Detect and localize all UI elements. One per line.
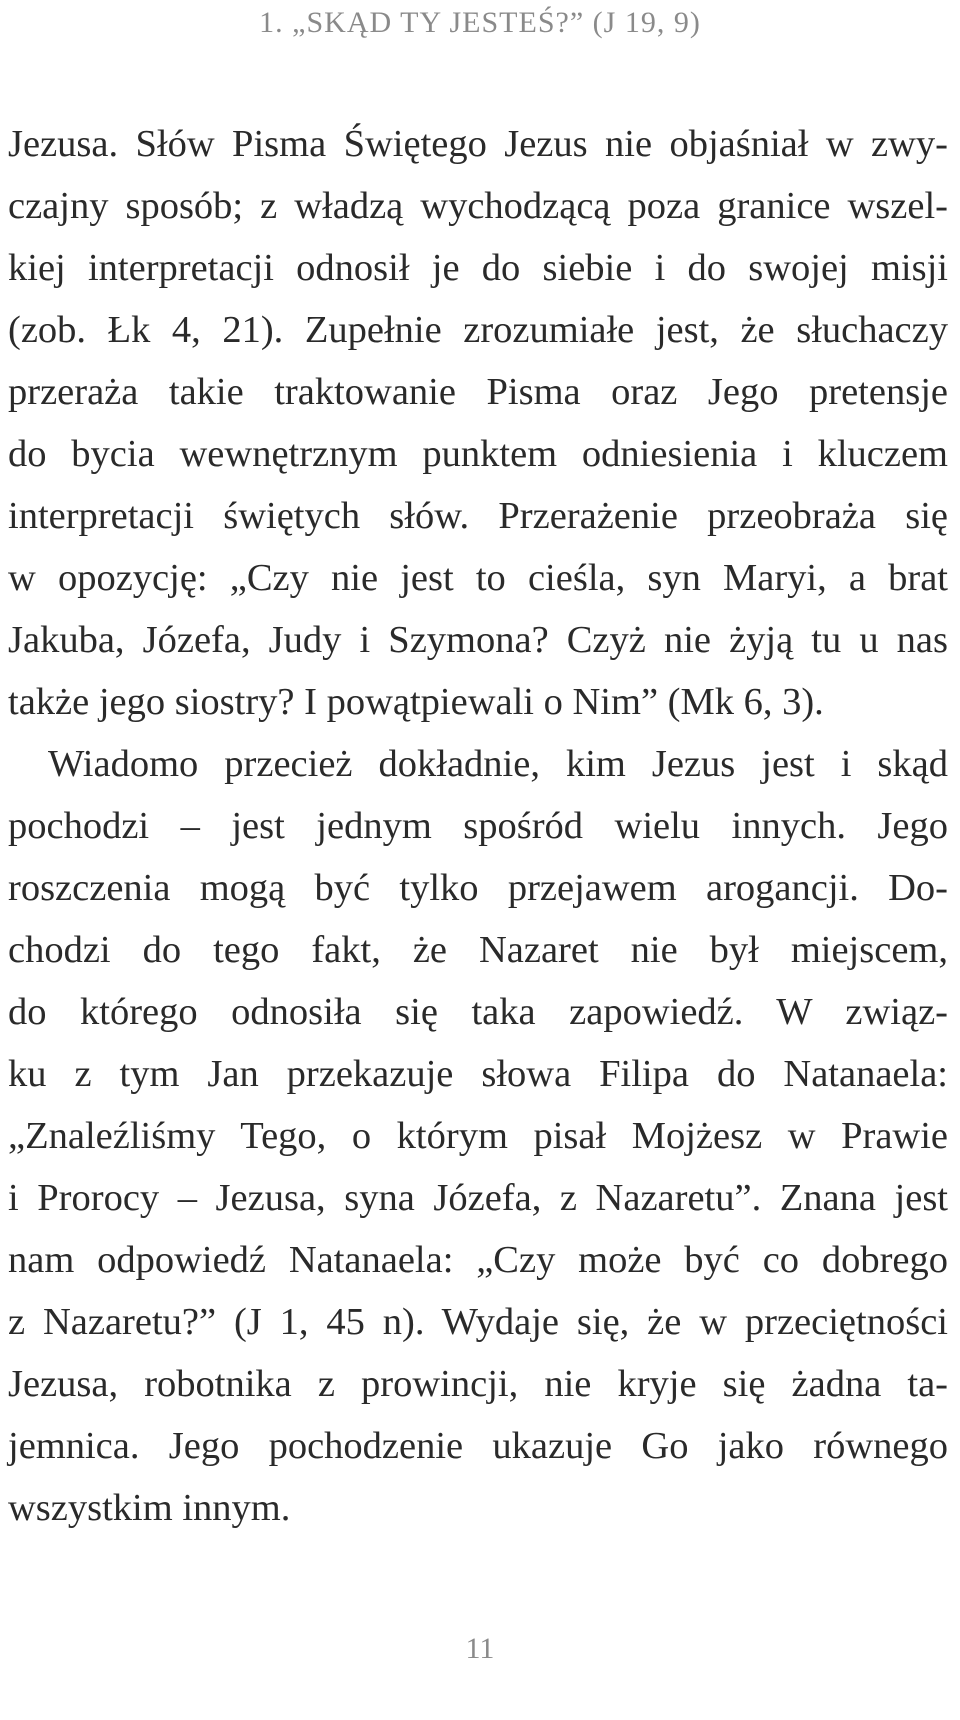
text-line: z Nazaretu?” (J 1, 45 n). Wydaje się, że w przeciętności <box>8 1301 948 1343</box>
paragraph-2 <box>8 733 948 1539</box>
text-line: interpretacji świętych słów. Przerażenie przeobraża się <box>8 495 948 537</box>
text-line: nam odpowiedź Natanaela: „Czy może być co dobrego <box>8 1239 948 1281</box>
text-line: jemnica. Jego pochodzenie ukazuje Go jako równego <box>8 1425 948 1467</box>
text-line: kiej interpretacji odnosił je do siebie i do swojej misji <box>8 247 948 289</box>
body-text <box>8 113 948 1539</box>
page-number: 11 <box>465 1632 495 1665</box>
text-line: do bycia wewnętrznym punktem odniesienia i kluczem <box>8 433 948 475</box>
text-line: (zob. Łk 4, 21). Zupełnie zrozumiałe jest, że słuchaczy <box>8 309 948 351</box>
text-line: pochodzi – jest jednym spośród wielu innych. Jego <box>8 805 948 847</box>
text-line: czajny sposób; z władzą wychodzącą poza granice wszel- <box>8 185 948 227</box>
text-line: wszystkim innym. <box>8 1487 291 1529</box>
text-line: przeraża takie traktowanie Pisma oraz Jego pretensje <box>8 371 948 413</box>
text-line: i Prorocy – Jezusa, syna Józefa, z Nazaretu”. Znana jest <box>8 1177 948 1219</box>
text-line: „Znaleźliśmy Tego, o którym pisał Mojżesz w Prawie <box>8 1115 948 1157</box>
paragraph-1 <box>8 113 948 733</box>
text-line: do którego odnosiła się taka zapowiedź. W związ- <box>8 991 948 1033</box>
text-line: Jakuba, Józefa, Judy i Szymona? Czyż nie żyją tu u nas <box>8 619 948 661</box>
text-line: Jezusa, robotnika z prowincji, nie kryje się żadna ta- <box>8 1363 948 1405</box>
text-line: w opozycję: „Czy nie jest to cieśla, syn Maryi, a brat <box>8 557 948 599</box>
text-line: Jezusa. Słów Pisma Świętego Jezus nie objaśniał w zwy- <box>8 123 948 165</box>
text-line: Wiadomo przecież dokładnie, kim Jezus jest i skąd <box>48 743 948 785</box>
text-line: roszczenia mogą być tylko przejawem arogancji. Do- <box>8 867 948 909</box>
text-line: chodzi do tego fakt, że Nazaret nie był miejscem, <box>8 929 948 971</box>
text-line: także jego siostry? I powątpiewali o Nim” (Mk 6, 3). <box>8 681 824 723</box>
text-line: ku z tym Jan przekazuje słowa Filipa do Natanaela: <box>8 1053 948 1095</box>
running-head: 1. „SKĄD TY JESTEŚ?” (J 19, 9) <box>259 6 701 39</box>
